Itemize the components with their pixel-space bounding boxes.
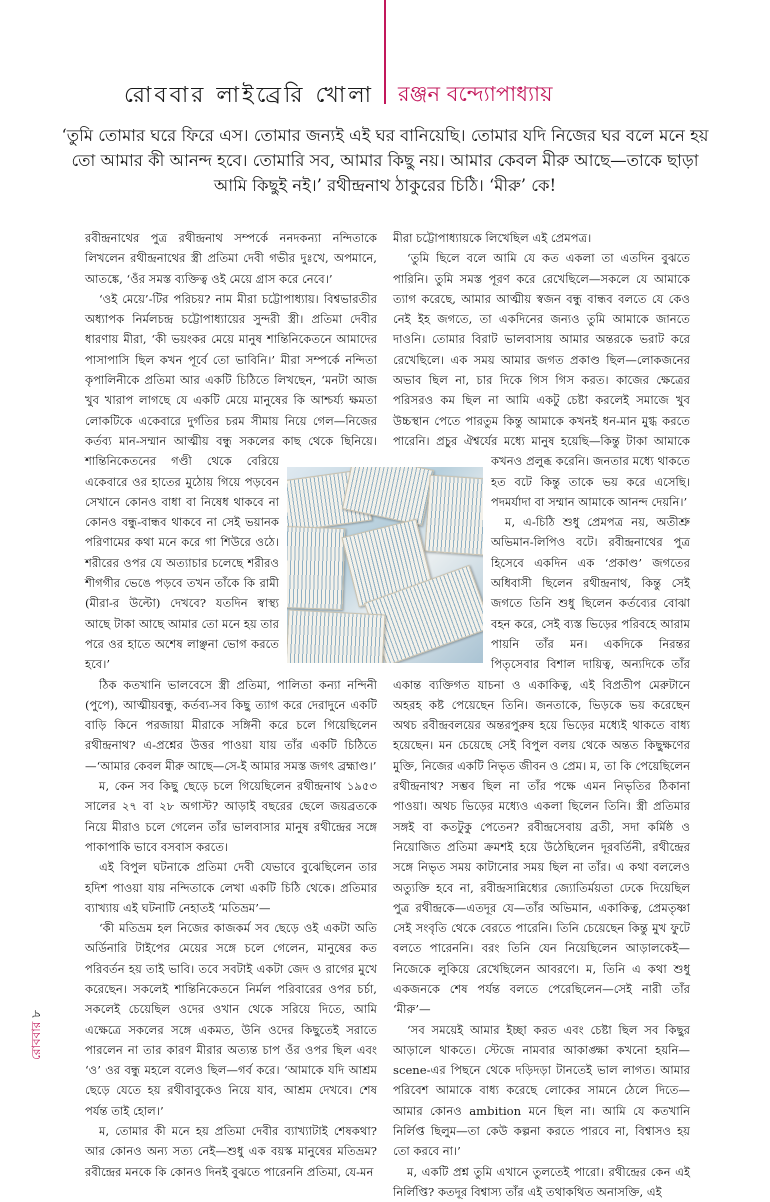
magazine-name: রোববার	[29, 1021, 43, 1060]
standfirst: ‘তুমি তোমার ঘরে ফিরে এস। তোমার জন্যই এই ঘর বানিয়েছি। তোমার যদি নিজের ঘর বলে মনে হয় তো আমার কী আনন্দ হবে। তোমারি সব, আমার কিছু নয়। আমার কেবল মীরু আছে—তাকে ছাড়া আমি কিছুই নই।’ রথীন্দ্রনাথ ঠাকুরের চিঠি। ‘মীরু’ কে!	[61, 126, 709, 195]
paragraph: ঠিক কতখানি ভালবেসে স্ত্রী প্রতিমা, পালিতা কন্যা নন্দিনী (পুপে), আত্মীয়বন্ধু, কর্তব্য-সব কিছু ত্যাগ করে দেরাদুনে একটি বাড়ি কিনে পরজায়া মীরাকে সঙ্গিনী করে চলে গিয়েছিলেন রথীন্দ্রনাথ? এ-প্রশ্নের উত্তর পাওয়া যায় তাঁর একটি চিঠিতে—‘আমার কেবল মীরু আছে—সে-ই আমার সমস্ত জগৎ ব্রহ্মাণ্ড।’	[85, 677, 377, 773]
paragraph: ‘সব সময়েই আমার ইচ্ছা করত এবং চেষ্টা ছিল সব কিছুর আড়ালে থাকতে। স্টেজে নামবার আকাঙ্ক্ষা কখনো হয়নি—scene-এর পিছনে থেকে দড়িদড়া টানতেই ভাল লাগত। আমার পরিবেশ আমাকে বাধ্য করেছে লোকের সামনে ঠেলে দিতে—আমার কোনও ambition মনে ছিল না। আমি যে কতখানি নির্লিপ্ত ছিলুম—তা কেউ কল্পনা করতে পারবে না, বিশ্বাসও হয় তো করবে না।’	[393, 1022, 690, 1159]
paragraph: রবীন্দ্রনাথের পুত্র রথীন্দ্রনাথ সম্পর্কে ননদকন্যা নন্দিতাকে লিখলেন রথীন্দ্রনাথের স্ত্রী প্রতিমা দেবী গভীর দুঃখে, অপমানে, আতঙ্কে, ‘ওঁর সমস্ত ব্যক্তিত্ব ওই মেয়ে গ্রাস করে নেবে।’	[85, 231, 377, 286]
paragraph: এই বিপুল ঘটনাকে প্রতিমা দেবী যেভাবে বুঝেছিলেন তার হদিশ পাওয়া যায় নন্দিতাকে লেখা একটি চিঠি থেকে। প্রতিমার ব্যাখ্যায় এই ঘটনাটি নেহাতই ‘মতিভ্রম’—	[85, 860, 377, 915]
right-column	[393, 228, 690, 1202]
paragraph: ম, তোমার কী মনে হয় প্রতিমা দেবীর ব্যাখ্যাটাই শেষকথা? আর কোনও অন্য সত্য নেই—শুধু এক বয়স্ক মানুষের মতিভ্রম? রবীন্দ্রের মনকে কি কোনও দিনই বুঝতে পারেননি প্রতিমা, যে-মন	[85, 1124, 377, 1179]
paragraph: ‘কী মতিভ্রম হল নিজের কাজকর্ম সব ছেড়ে ওই একটা অতি অর্ডিনারি টাইপের মেয়ের সঙ্গে চলে গেলেন, মানুষের কত পরিবর্তন হয় তাই ভাবি। তবে সবটাই একটা জেদ ও রাগের মুখে করেছেন। সকলেই শান্তিনিকেতনে নির্মল পরিবারের ওপর চর্চা, সকলেই চেয়েছিল ওদের ওখান থেকে সরিয়ে দিতে, আমি এক্ষেত্রে সকলের সঙ্গে একমত, উনি ওদের কিছুতেই সরাতে পারলেন না তার কারণ মীরার অত্যন্ত চাপ ওঁর ওপর ছিল এবং ‘ও’ ওর বন্ধু মহলে বলেও ছিল—গর্ব করে। ‘আমাকে যদি আশ্রম ছেড়ে যেতে হয় রথীবাবুকেও নিয়ে যাব, আশ্রম দেখবে। শেষ পর্যন্ত তাই হোল।’	[85, 921, 377, 1118]
author-name: রঞ্জন বন্দ্যোপাধ্যায়	[398, 82, 553, 106]
paragraph: ম, এ-চিঠি শুধু প্রেমপত্র নয়, অতীশ্রু অভিমান-লিপিও বটে। রবীন্দ্রনাথের পুত্র হিসেবে একদিন এক ‘প্রকাণ্ড’ জগতের অধিবাসী ছিলেন রথীন্দ্রনাথ, কিন্তু সেই জগতে তিনি শুধু ছিলেন কর্তব্যের বোঝা বহন করে, সেই ব্যস্ত ভিড়ের পরিবহে আরাম পায়নি তাঁর মন। একদিকে নিরন্তর পিতৃসেবার বিশাল দায়িত্ব, অন্যদিকে তাঁর একান্ত ব্যক্তিগত যাচনা ও একাকিত্ব, এই বিপ্রতীপ মেরুটানে অহরহ কষ্ট পেয়েছেন তিনি। জনতাকে, ভিড়কে ভয় করেছেন অথচ রবীন্দ্রবলয়ের অন্তরপুরুষ হয়ে ভিড়ের মধ্যেই থাকতে বাধ্য হয়েছেন। মন চেয়েছে সেই বিপুল বলয় থেকে অন্তত কিছুক্ষণের মুক্তি, নিজের একটি নিভৃত জীবন ও প্রেম। ম, তা কি পেয়েছিলেন রথীন্দ্রনাথ? সম্ভব ছিল না তাঁর পক্ষে এমন নিভৃতির ঠিকানা পাওয়া। অথচ ভিড়ের মধ্যেও একলা ছিলেন তিনি। স্ত্রী প্রতিমার সঙ্গই বা কতটুকু পেতেন? রবীন্দ্রসেবায় ব্রতী, সদা কর্মিষ্ঠ ও নিয়োজিত প্রতিমা ক্রমশই হয়ে উঠেছিলেন দূরবর্তিনী, রথীন্দ্রের সঙ্গে নিভৃত সময় কাটানোর সময় ছিল না তাঁর। এ কথা বললেও অত্যুক্তি হবে না, রবীন্দ্রসান্নিধ্যের জ্যোতির্ময়তা ঢেকে দিয়েছিল পুত্র রথীন্দ্রকে—এতদূর যে—তাঁর অভিমান, একাকিত্ব, প্রেমতৃষ্ণা সেই সংবৃতি থেকে বেরতে পারেনি। তিনি চেয়েছেন কিন্তু মুখ ফুটে বলতে পারেননি। বরং তিনি যেন নিয়েছিলেন আড়ালকেই—নিজেকে লুকিয়ে রেখেছিলেন আবরণে। ম, তিনি এ কথা শুধু একজনকে শেষ পর্যন্ত বলতে পেরেছিলেন—সেই নারী তাঁর ‘মীরু’—	[393, 515, 690, 1017]
left-column	[85, 228, 377, 1182]
paragraph: ‘ওই মেয়ে’-টির পরিচয়? নাম মীরা চট্টোপাধ্যায়। বিশ্বভারতীর অধ্যাপক নির্মলচন্দ্র চট্টোপাধ্যায়ের সুন্দরী স্ত্রী। প্রতিমা দেবীর ধারণায় মীরা, ‘কী ভয়ংকর মেয়ে মানুষ শান্তিনিকেতনে আমাদের পাসাপাসি ছিল কখন পূর্বে তো ভাবিনি।’ মীরা সম্পর্কে নন্দিতা কৃপালিনীকে প্রতিমা আর একটি চিঠিতে লিখছেন, ‘মনটা আজ খুব খারাপ লাগছে যে একটি মেয়ে মানুষের কি আশ্চর্য্য ক্ষমতা লোকটিকে একেবারে দুর্গতির চরম সীমায় নিয়ে গেল—নিজের কর্তব্য মান-সম্মান আত্মীয় বন্ধু সকলের কাছ থেকে ছিনিয়ে। শান্তিনিকেতনের গণ্ডী থেকে বেরিয়ে একেবারে ওর হাতের মুঠোয় গিয়ে পড়বেন সেখানে কোনও বাধা বা নিষেধ থাকবে না কোনও বন্ধু-বান্ধব থাকবে না সেই ভয়ানক পরিণামের কথা মনে করে গা শিউরে ওঠে। শরীরের ওপর যে অত্যাচার চলেছে শরীরও শীগগীর ভেঙে পড়বে তখন তাঁকে কি রামী (মীরা-র উল্টো) দেখবে? যতদিন স্বাস্থ্য আছে টাকা আছে আমার তো মনে হয় তার পরে ওর হাতে অশেষ লাঞ্ছনা ভোগ করতে হবে।’	[85, 291, 377, 672]
paragraph: মীরা চট্টোপাধ্যায়কে লিখেছিল এই প্রেমপত্র।	[393, 231, 592, 245]
paragraph: ম, কেন সব কিছু ছেড়ে চলে গিয়েছিলেন রথীন্দ্রনাথ ১৯৫৩ সালের ২৭ বা ২৮ অগাস্ট? আড়াই বছরের ছেলে জয়ব্রতকে নিয়ে মীরাও চলে গেলেন তাঁর ভালবাসার মানুষ রথীন্দ্রের সঙ্গে পাকাপাকি ভাবে বসবাস করতে।	[85, 779, 377, 854]
header	[0, 78, 770, 108]
page-folio	[28, 1010, 48, 1060]
paragraph: ম, একটি প্রশ্ন তুমি এখানে তুলতেই পারো। রথীন্দ্রের কেন এই নির্লিপ্তি? কতদূর বিশ্বাস্য তাঁর এই তথাকথিত অনাসক্তি, এই	[393, 1164, 690, 1199]
paragraph: ‘তুমি ছিলে বলে আমি যে কত একলা তা এতদিন বুঝতে পারিনি। তুমি সমস্ত পূরণ করে রেখেছিলে—সকলে যে আমাকে ত্যাগ করেছে, আমার আত্মীয় স্বজন বন্ধু বান্ধব বলতে যে কেও নেই ইহ জগতে, তা একদিনের জন্যও তুমি আমাকে জানতে দাওনি। তোমার বিরাট ভালবাসায় আমার অন্তরকে ভরাট করে রেখেছিলে। এক সময় আমার জগত প্রকাণ্ড ছিল—লোকজনের অভাব ছিল না, চার দিকে গিস গিস করত। কাজের ক্ষেত্রের পরিসরও কম ছিল না আমি একটু চেষ্টা করলেই সমাজে খুব উচ্চস্থান পেতে পারতুম কিন্তু আমাকে কখনই ধন-মান মুগ্ধ করতে পারেনি। প্রচুর ঐশ্বর্যের মধ্যে মানুষ হয়েছি—কিন্তু টাকা আমাকে কখনও প্রলুব্ধ করেনি। জনতার মধ্যে থাকতে হত বটে কিন্তু তাকে ভয় করে এসেছি। পদমর্যাদা বা সম্মান আমাকে আনন্দ দেয়নি।’	[393, 251, 690, 509]
page-number: ৮	[29, 1009, 43, 1018]
series-title: রোববার লাইব্রেরি খোলা	[124, 83, 374, 108]
open-books-photo	[287, 467, 483, 663]
